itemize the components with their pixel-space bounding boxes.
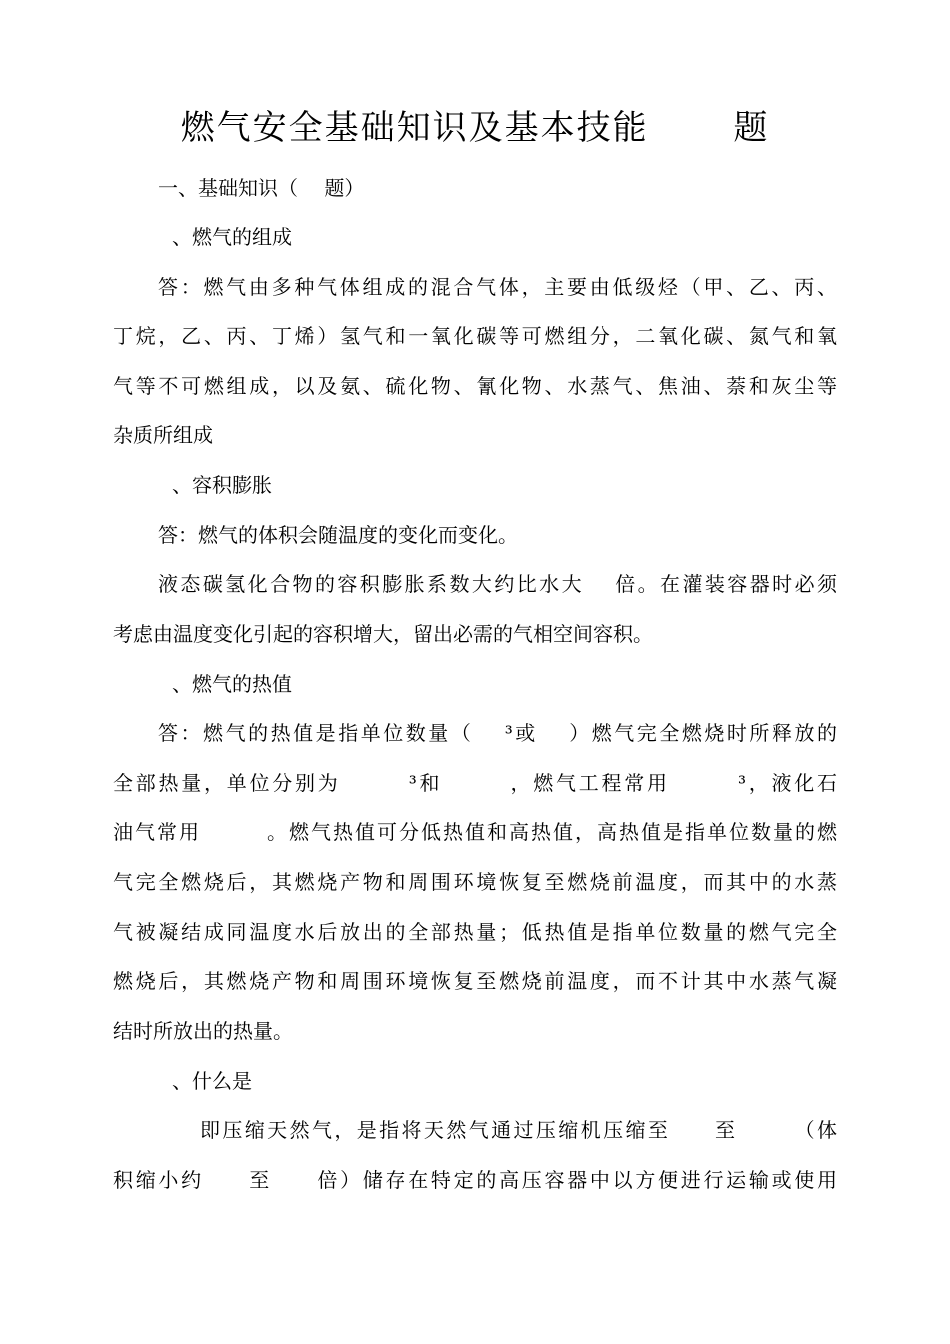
- answer-line: 答：燃气由多种气体组成的混合气体，主要由低级烃（甲、乙、丙、: [158, 275, 837, 299]
- question-heading: 、什么是: [172, 1069, 252, 1093]
- answer-line: 丁烷，乙、丙、丁烯）氢气和一氧化碳等可燃组分，二氧化碳、氮气和氧: [113, 324, 837, 348]
- answer-line: 结时所放出的热量。: [113, 1019, 293, 1043]
- answer-line: 即压缩天然气，是指将天然气通过压缩机压缩至 至 （体: [200, 1118, 837, 1142]
- answer-line: 燃烧后，其燃烧产物和周围环境恢复至燃烧前温度，而不计其中水蒸气凝: [113, 969, 837, 993]
- answer-line: 杂质所组成: [113, 423, 213, 447]
- answer-line: 气等不可燃组成，以及氨、硫化物、氰化物、水蒸气、焦油、萘和灰尘等: [113, 374, 837, 398]
- answer-line: 油气常用 。燃气热值可分低热值和高热值，高热值是指单位数量的燃: [113, 820, 837, 844]
- answer-line: 答：燃气的热值是指单位数量（ ³或 ）燃气完全燃烧时所释放的: [158, 721, 837, 745]
- answer-line: 液态碳氢化合物的容积膨胀系数大约比水大 倍。在灌装容器时必须: [158, 572, 837, 596]
- answer-line: 全部热量，单位分别为 ³和 ，燃气工程常用 ³，液化石: [113, 771, 837, 795]
- section-heading: 一、基础知识（ 题）: [158, 176, 365, 200]
- answer-line: 答：燃气的体积会随温度的变化而变化。: [158, 523, 518, 547]
- document-title: 燃气安全基础知识及基本技能 题: [180, 108, 770, 148]
- answer-line: 气被凝结成同温度水后放出的全部热量；低热值是指单位数量的燃气完全: [113, 920, 837, 944]
- question-heading: 、容积膨胀: [172, 473, 272, 497]
- answer-line: 积缩小约 至 倍）储存在特定的高压容器中以方便进行运输或使用: [113, 1168, 837, 1192]
- answer-line: 考虑由温度变化引起的容积增大，留出必需的气相空间容积。: [113, 622, 653, 646]
- question-heading: 、燃气的热值: [172, 672, 292, 696]
- answer-line: 气完全燃烧后，其燃烧产物和周围环境恢复至燃烧前温度，而其中的水蒸: [113, 870, 837, 894]
- question-heading: 、燃气的组成: [172, 225, 292, 249]
